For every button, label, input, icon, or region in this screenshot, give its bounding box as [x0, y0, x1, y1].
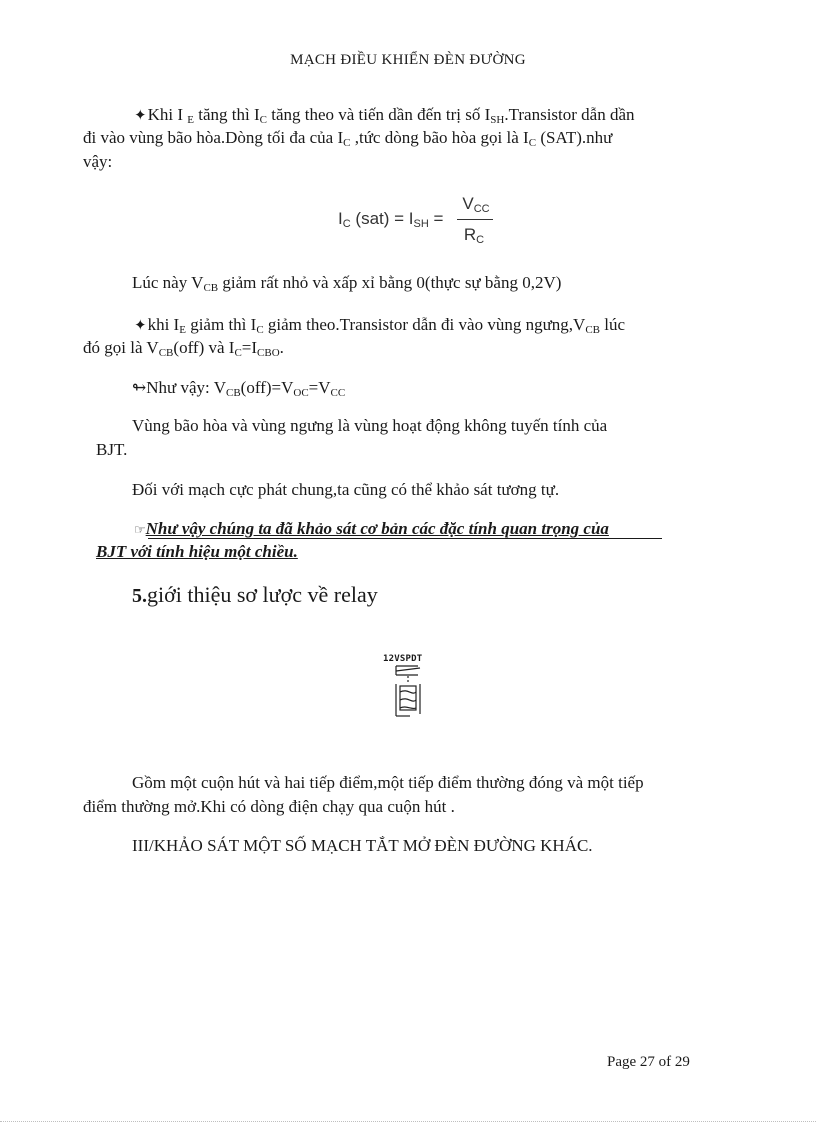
section-heading: 5.giới thiệu sơ lược về relay [132, 582, 378, 607]
para3-line2: đó gọi là $V_{CB}(off)$ và $I_C=I_{CBO}$. [83, 338, 284, 359]
para1-line2: đi vào vùng bão hòa.Dòng tối đa của $I_C$ ,tức dòng bão hòa gọi là $I_C$ (SAT).như [83, 128, 613, 149]
pointing-hand-icon: ☞ [134, 522, 146, 537]
saturation-formula-lhs: $I_C$ $(sat) = I_{SH}$ = [338, 209, 444, 230]
star-bullet-icon: ✦ [134, 318, 147, 334]
para6: Đối với mạch cực phát chung,ta cũng có thể khảo sát tương tự. [132, 480, 560, 499]
relay-symbol-icon [386, 664, 430, 720]
fraction-bar [457, 219, 493, 220]
note-line2: BJT với tính hiệu một chiều. [96, 542, 298, 561]
note-line1: ☞Như vậy chúng ta đã khảo sát cơ bản các đặc tính quan trọng của [134, 517, 609, 541]
para1-line3: vậy: [83, 152, 113, 171]
para5-line2: BJT. [96, 440, 128, 459]
para5-line1: Vùng bão hòa và vùng ngưng là vùng hoạt động không tuyến tính của [132, 416, 608, 435]
para2: Lúc này $V_{CB}$ giảm rất nhỏ và xấp xỉ bằng 0(thực sự bằng 0,2V) [132, 273, 562, 294]
curved-arrow-icon: ↬ [132, 378, 147, 397]
page-number: Page 27 of 29 [607, 1054, 690, 1070]
page-bottom-rule [0, 1121, 816, 1122]
para4: ↬Như vậy: $V_{CB}(off)=V_{OC}=V_{CC}$ [132, 378, 346, 399]
para7-line2: điểm thường mở.Khi có dòng điện chạy qua cuộn hút . [83, 797, 455, 816]
note-underline [148, 538, 662, 539]
star-bullet-icon: ✦ [134, 108, 147, 124]
formula-numerator: $V_{CC}$ [462, 194, 490, 215]
formula-denominator: $R_C$ [463, 225, 485, 246]
para1-line1: ✦Khi I $_E$ tăng thì $I_C$ tăng theo và tiến dần đến trị số $I_{SH}.Transistor$ dẫn dần [134, 105, 635, 126]
relay-label: 12VSPDT [383, 654, 423, 664]
para7-line1: Gồm một cuộn hút và hai tiếp điểm,một tiếp điểm thường đóng và một tiếp [132, 773, 644, 792]
page-header: MẠCH ĐIỀU KHIỂN ĐÈN ĐƯỜNG [290, 52, 526, 68]
para3-line1: ✦khi $I_E$ giảm thì $I_C$ giảm theo.Transistor dẫn đi vào vùng $ngưng,V_{CB}$ lúc [134, 315, 626, 336]
section-iii-heading: III/KHẢO SÁT MỘT SỐ MẠCH TẮT MỞ ĐÈN ĐƯỜNG KHÁC. [132, 836, 593, 855]
